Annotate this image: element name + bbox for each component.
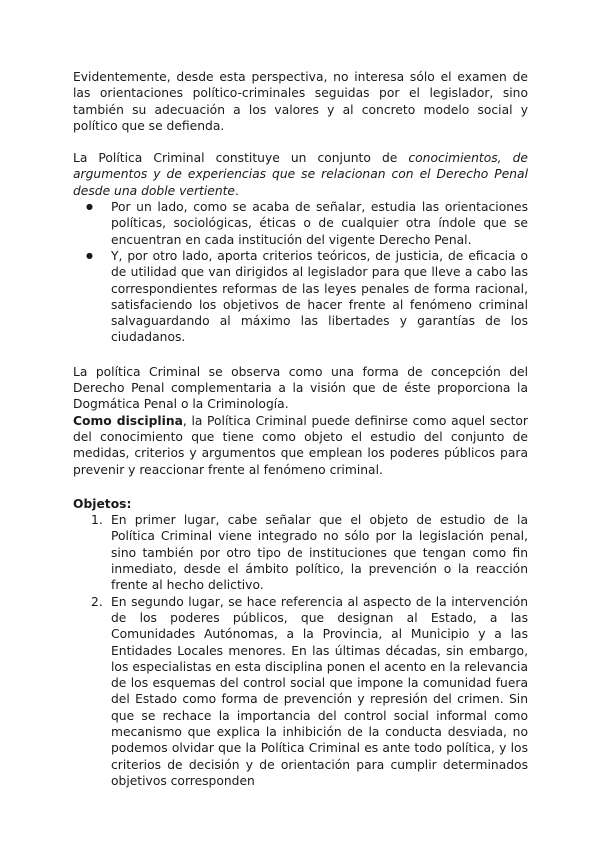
paragraph-politica-criminal-text: La Política Criminal constituye un conjunto de [73, 151, 409, 166]
paragraph-politica-criminal-italic: conocimientos, de argumentos y de experiencias que se relacionan con el Derecho Penal desde una doble vertiente [73, 151, 528, 198]
bullet-list [73, 199, 528, 346]
objetos-item-2-text: En segundo lugar, se hace referencia al aspecto de la intervención de los poderes públicos, que designan al Estado, a las Comunidades Autónomas, a la Provincia, al Municipio y a las Entidades Locales menores. En las últimas décadas, sin embargo, los especialistas en esta disciplina ponen el acento en la relevancia de los esquemas del control social que impone la comunidad fuera del Estado como forma de prevención y represión del crimen. Sin que se rechace la importancia del control social informal como mecanismo que explica la inhibición de la conducta desviada, no podemos olvidar que la Política Criminal es ante todo política, y los criterios de decisión y de orientación para cumplir determinados objetivos corresponden [111, 594, 528, 788]
paragraph-disciplina [73, 413, 528, 478]
bullet-item-2: ● Y, por otro lado, aporta criterios teóricos, de justicia, de eficacia o de utilidad que van dirigidos al legislador para que lleve a cabo las correspondientes reformas de las leyes penales de forma racional, satisfaciendo los objetivos de hacer frente al fenómeno criminal salvaguardando al máximo las libertades y garantías de los ciudadanos. [111, 248, 528, 346]
objetos-item-2 [91, 594, 528, 790]
paragraph-concepcion: La política Criminal se observa como una forma de concepción del Derecho Penal complementaria a la visión que de éste proporciona la Dogmática Penal o la Criminología. [73, 364, 528, 412]
bullet-item-1: ● Por un lado, como se acaba de señalar, estudia las orientaciones políticas, sociológicas, éticas o de cualquier otra índole que se encuentran en cada institución del vigente Derecho Penal. [111, 199, 528, 248]
objetos-heading [73, 496, 528, 512]
objetos-item-2-number: 2. [91, 594, 103, 609]
objetos-item-1-text: En primer lugar, cabe señalar que el objeto de estudio de la Política Criminal viene integrado no sólo por la legislación penal, sino también por otro tipo de instituciones que tengan como fin inmediato, desde el ámbito político, la prevención o la reacción frente al hecho delictivo. [111, 513, 528, 593]
objetos-item-1 [91, 512, 528, 593]
disciplina-text: , la Política Criminal puede definirse como aquel sector del conocimiento que tiene como objeto el estudio del conjunto de medidas, criterios y argumentos que emplean los poderes públicos para prevenir y reaccionar frente al fenómeno criminal. [73, 413, 528, 477]
objetos-heading-text: Objetos: [73, 496, 132, 511]
paragraph-politica-criminal [73, 150, 528, 199]
paragraph-perspectiva: Evidentemente, desde esta perspectiva, no interesa sólo el examen de las orientaciones político-criminales seguidas por el legislador, sino también su adecuación a los valores y al concreto modelo social y político que se defienda. [73, 70, 528, 133]
objetos-item-1-number: 1. [91, 513, 103, 528]
disciplina-bold: Como disciplina [73, 413, 183, 428]
objetos-list [73, 512, 528, 789]
paragraph-politica-criminal-end: . [235, 183, 239, 198]
